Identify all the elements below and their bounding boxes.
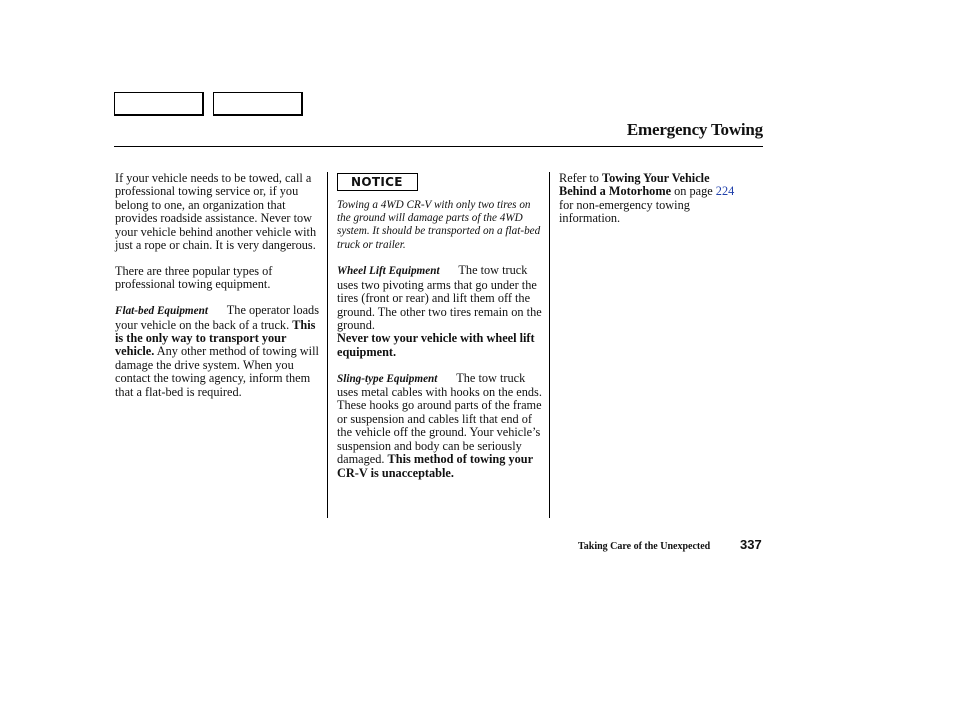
flatbed-heading: Flat-bed Equipment	[115, 305, 208, 318]
sling-heading: Sling-type Equipment	[337, 372, 438, 385]
types-paragraph: There are three popular types of professional towing equipment.	[115, 263, 273, 292]
refer-bold: Towing Your Vehicle Behind a Motorhome	[559, 171, 710, 199]
wheel-lift-bold: Never tow your vehicle with wheel lift equipment.	[337, 331, 535, 359]
wheel-lift-paragraph	[337, 264, 545, 359]
page-number: 337	[740, 537, 762, 552]
intro-paragraph: If your vehicle needs to be towed, call a professional towing service or, if you belong to one, an organization that provides roadside assistance. Never tow your vehicle behind another vehicle with just a rope or chain. It is very dangerous.	[115, 171, 317, 253]
column-divider-2	[549, 172, 550, 518]
sling-text: The tow truck uses metal cables with hooks on the ends. These hooks go around parts of the frame or suspension and cables lift that end of the vehicle off the ground. Your vehicle’s suspension and body can be seriously damaged.	[337, 370, 542, 467]
page-title: Emergency Towing	[626, 120, 763, 139]
sling-bold: This method of towing your CR-V is unacceptable.	[337, 452, 533, 480]
notice-label: NOTICE	[337, 173, 418, 191]
column-divider-1	[327, 172, 328, 518]
flatbed-text-1: The operator loads your vehicle on the back of a truck.	[115, 303, 319, 332]
notice-text: Towing a 4WD CR-V with only two tires on the ground will damage parts of the 4WD system. It should be transported on a flat-bed truck or trailer.	[337, 199, 541, 251]
page-link-224[interactable]: 224	[715, 184, 735, 199]
nav-button-previous[interactable]	[114, 92, 204, 116]
wheel-lift-heading: Wheel Lift Equipment	[337, 265, 440, 278]
sling-paragraph	[337, 372, 545, 480]
column-3	[559, 172, 739, 238]
flatbed-bold: This is the only way to transport your vehicle.	[115, 317, 316, 359]
flatbed-text-2: Any other method of towing will damage the drive system. When you contact the towing agency, inform them that a flat-bed is required.	[115, 344, 319, 399]
footer-section-title: Taking Care of the Unexpected	[578, 541, 711, 552]
refer-prefix: Refer to	[559, 171, 599, 185]
column-2	[337, 172, 545, 492]
column-1	[115, 172, 320, 412]
refer-paragraph	[559, 172, 739, 226]
refer-suffix: for non-emergency towing information.	[559, 197, 690, 226]
wheel-lift-text: The tow truck uses two pivoting arms that go under the tires (front or rear) and lift them off the ground. The other two tires remain on the ground.	[337, 263, 542, 332]
title-divider	[114, 146, 763, 147]
refer-mid: on page	[674, 184, 713, 199]
nav-button-next[interactable]	[213, 92, 303, 116]
flatbed-paragraph	[115, 304, 320, 399]
